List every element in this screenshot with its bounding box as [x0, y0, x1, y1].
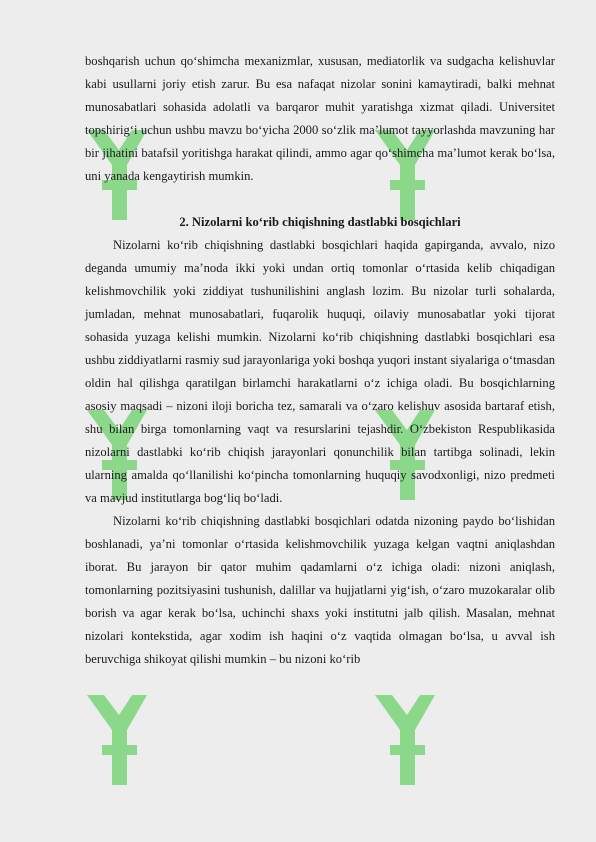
watermark-logo-icon [82, 690, 152, 790]
body-paragraph-2: Nizolarni ko‘rib chiqishning dastlabki bosqichlari odatda nizoning paydo bo‘lishidan boshlanadi, ya’ni tomonlar o‘rtasida kelishmovchilik yuzaga kelgan vaqtni aniqlashdan iborat. Bu jarayon bir qator muhim qadamlarni o‘z ichiga oladi: nizoni aniqlash, tomonlarning pozitsiyasini tushunish, dalillar va hujjatlarni yig‘ish, o‘zaro muzokaralar olib borish va agar kerak bo‘lsa, uchinchi shaxs yoki institutni jalb qilish. Masalan, mehnat nizolari kontekstida, agar xodim ish haqini o‘z vaqtida olmagan bo‘lsa, u avval ish beruvchiga shikoyat qilishi mumkin – bu nizoni ko‘rib [85, 514, 555, 666]
document-body [85, 50, 555, 671]
section-heading: 2. Nizolarni ko‘rib chiqishning dastlabki bosqichlari [179, 215, 461, 229]
intro-paragraph: boshqarish uchun qo‘shimcha mexanizmlar, xususan, mediatorlik va sudgacha kelishuvlar kabi usullarni joriy etish zarur. Bu esa nafaqat nizolar sonini kamaytiradi, balki mehnat munosabatlari sohasida adolatli va barqaror muhit yaratishga xizmat qiladi. Universitet topshirig‘i uchun ushbu mavzu bo‘yicha 2000 so‘zlik ma’lumot tayyorlashda mavzuning har bir jihatini batafsil yoritishga harakat qilindi, ammo agar qo‘shimcha ma’lumot kerak bo‘lsa, uni yanada kengaytirish mumkin. [85, 54, 555, 183]
watermark-logo-icon [370, 690, 440, 790]
body-paragraph-1: Nizolarni ko‘rib chiqishning dastlabki bosqichlari haqida gapirganda, avvalo, nizo deganda umumiy ma’noda ikki yoki undan ortiq tomonlar o‘rtasida kelib chiqadigan kelishmovchilik yoki ziddiyat tushunilishini anglash lozim. Bu nizolar turli sohalarda, jumladan, mehnat munosabatlari, fuqarolik huquqi, oilaviy munosabatlar yoki tijorat sohasida yuzaga kelishi mumkin. Nizolarni ko‘rib chiqishning dastlabki bosqichlari esa ushbu ziddiyatlarni rasmiy sud jarayonlariga yoki boshqa yuqori instant siyalariga o‘tmasdan oldin hal qilishga qaratilgan birlamchi harakatlarni o‘z ichiga oladi. Bu bosqichlarning asosiy maqsadi – nizoni iloji boricha tez, samarali va o‘zaro kelishuv asosida bartaraf etish, shu bilan birga tomonlarning vaqt va resurslarini tejashdir. O‘zbekiston Respublikasida nizolarni dastlabki ko‘rib chiqish jarayonlari qonunchilik bilan tartibga solinadi, lekin ularning amalda qo‘llanilishi ko‘pincha tomonlarning huquqiy savodxonligi, nizo predmeti va mavjud institutlarga bog‘liq bo‘ladi. [85, 238, 555, 505]
